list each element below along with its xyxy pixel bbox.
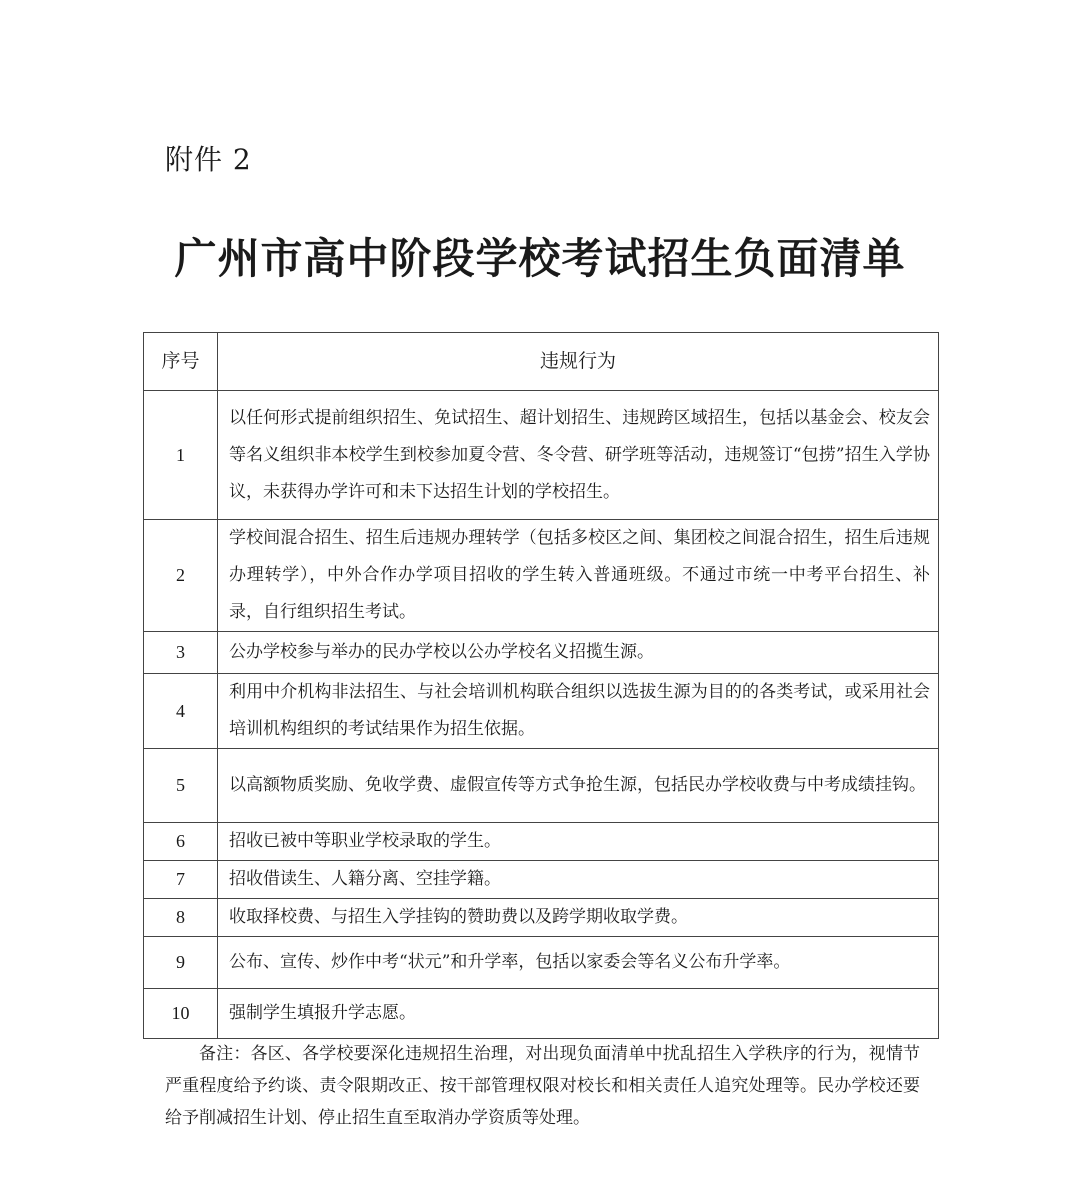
table-row <box>144 823 939 861</box>
row-number: 10 <box>144 989 218 1039</box>
row-violation-text: 以任何形式提前组织招生、免试招生、超计划招生、违规跨区域招生，包括以基金会、校友会等名义组织非本校学生到校参加夏令营、冬令营、研学班等活动，违规签订“包捞”招生入学协议，未获得办学许可和未下达招生计划的学校招生。 <box>218 391 939 520</box>
row-violation-text: 利用中介机构非法招生、与社会培训机构联合组织以选拔生源为目的的各类考试，或采用社会培训机构组织的考试结果作为招生依据。 <box>218 674 939 749</box>
row-number: 7 <box>144 861 218 899</box>
row-violation-text: 以高额物质奖励、免收学费、虚假宣传等方式争抢生源，包括民办学校收费与中考成绩挂钩。 <box>218 749 939 823</box>
table-row <box>144 861 939 899</box>
row-violation-text: 学校间混合招生、招生后违规办理转学（包括多校区之间、集团校之间混合招生，招生后违规办理转学），中外合作办学项目招收的学生转入普通班级。不通过市统一中考平台招生、补录，自行组织招生考试。 <box>218 520 939 632</box>
table-row <box>144 989 939 1039</box>
row-number: 1 <box>144 391 218 520</box>
header-violation: 违规行为 <box>218 333 939 391</box>
table-header-row <box>144 333 939 391</box>
table-row <box>144 391 939 520</box>
row-number: 8 <box>144 899 218 937</box>
document-title: 广州市高中阶段学校考试招生负面清单 <box>174 234 906 283</box>
row-violation-text: 公布、宣传、炒作中考“状元”和升学率，包括以家委会等名义公布升学率。 <box>218 937 939 989</box>
row-number: 5 <box>144 749 218 823</box>
row-violation-text: 招收借读生、人籍分离、空挂学籍。 <box>218 861 939 899</box>
row-number: 4 <box>144 674 218 749</box>
table-row <box>144 520 939 632</box>
attachment-label: 附件 2 <box>165 143 252 176</box>
table-row <box>144 674 939 749</box>
row-number: 2 <box>144 520 218 632</box>
header-serial-number: 序号 <box>144 333 218 391</box>
row-violation-text: 招收已被中等职业学校录取的学生。 <box>218 823 939 861</box>
table-row <box>144 632 939 674</box>
row-number: 3 <box>144 632 218 674</box>
row-number: 9 <box>144 937 218 989</box>
table-row <box>144 899 939 937</box>
row-number: 6 <box>144 823 218 861</box>
row-violation-text: 强制学生填报升学志愿。 <box>218 989 939 1039</box>
row-violation-text: 公办学校参与举办的民办学校以公办学校名义招揽生源。 <box>218 632 939 674</box>
table-row <box>144 749 939 823</box>
row-violation-text: 收取择校费、与招生入学挂钩的赞助费以及跨学期收取学费。 <box>218 899 939 937</box>
table-row <box>144 937 939 989</box>
negative-list-table <box>143 332 939 1039</box>
remarks-note: 备注：各区、各学校要深化违规招生治理，对出现负面清单中扰乱招生入学秩序的行为，视情节严重程度给予约谈、责令限期改正、按干部管理权限对校长和相关责任人追究处理等。民办学校还要给予削减招生计划、停止招生直至取消办学资质等处理。 <box>165 1044 920 1128</box>
